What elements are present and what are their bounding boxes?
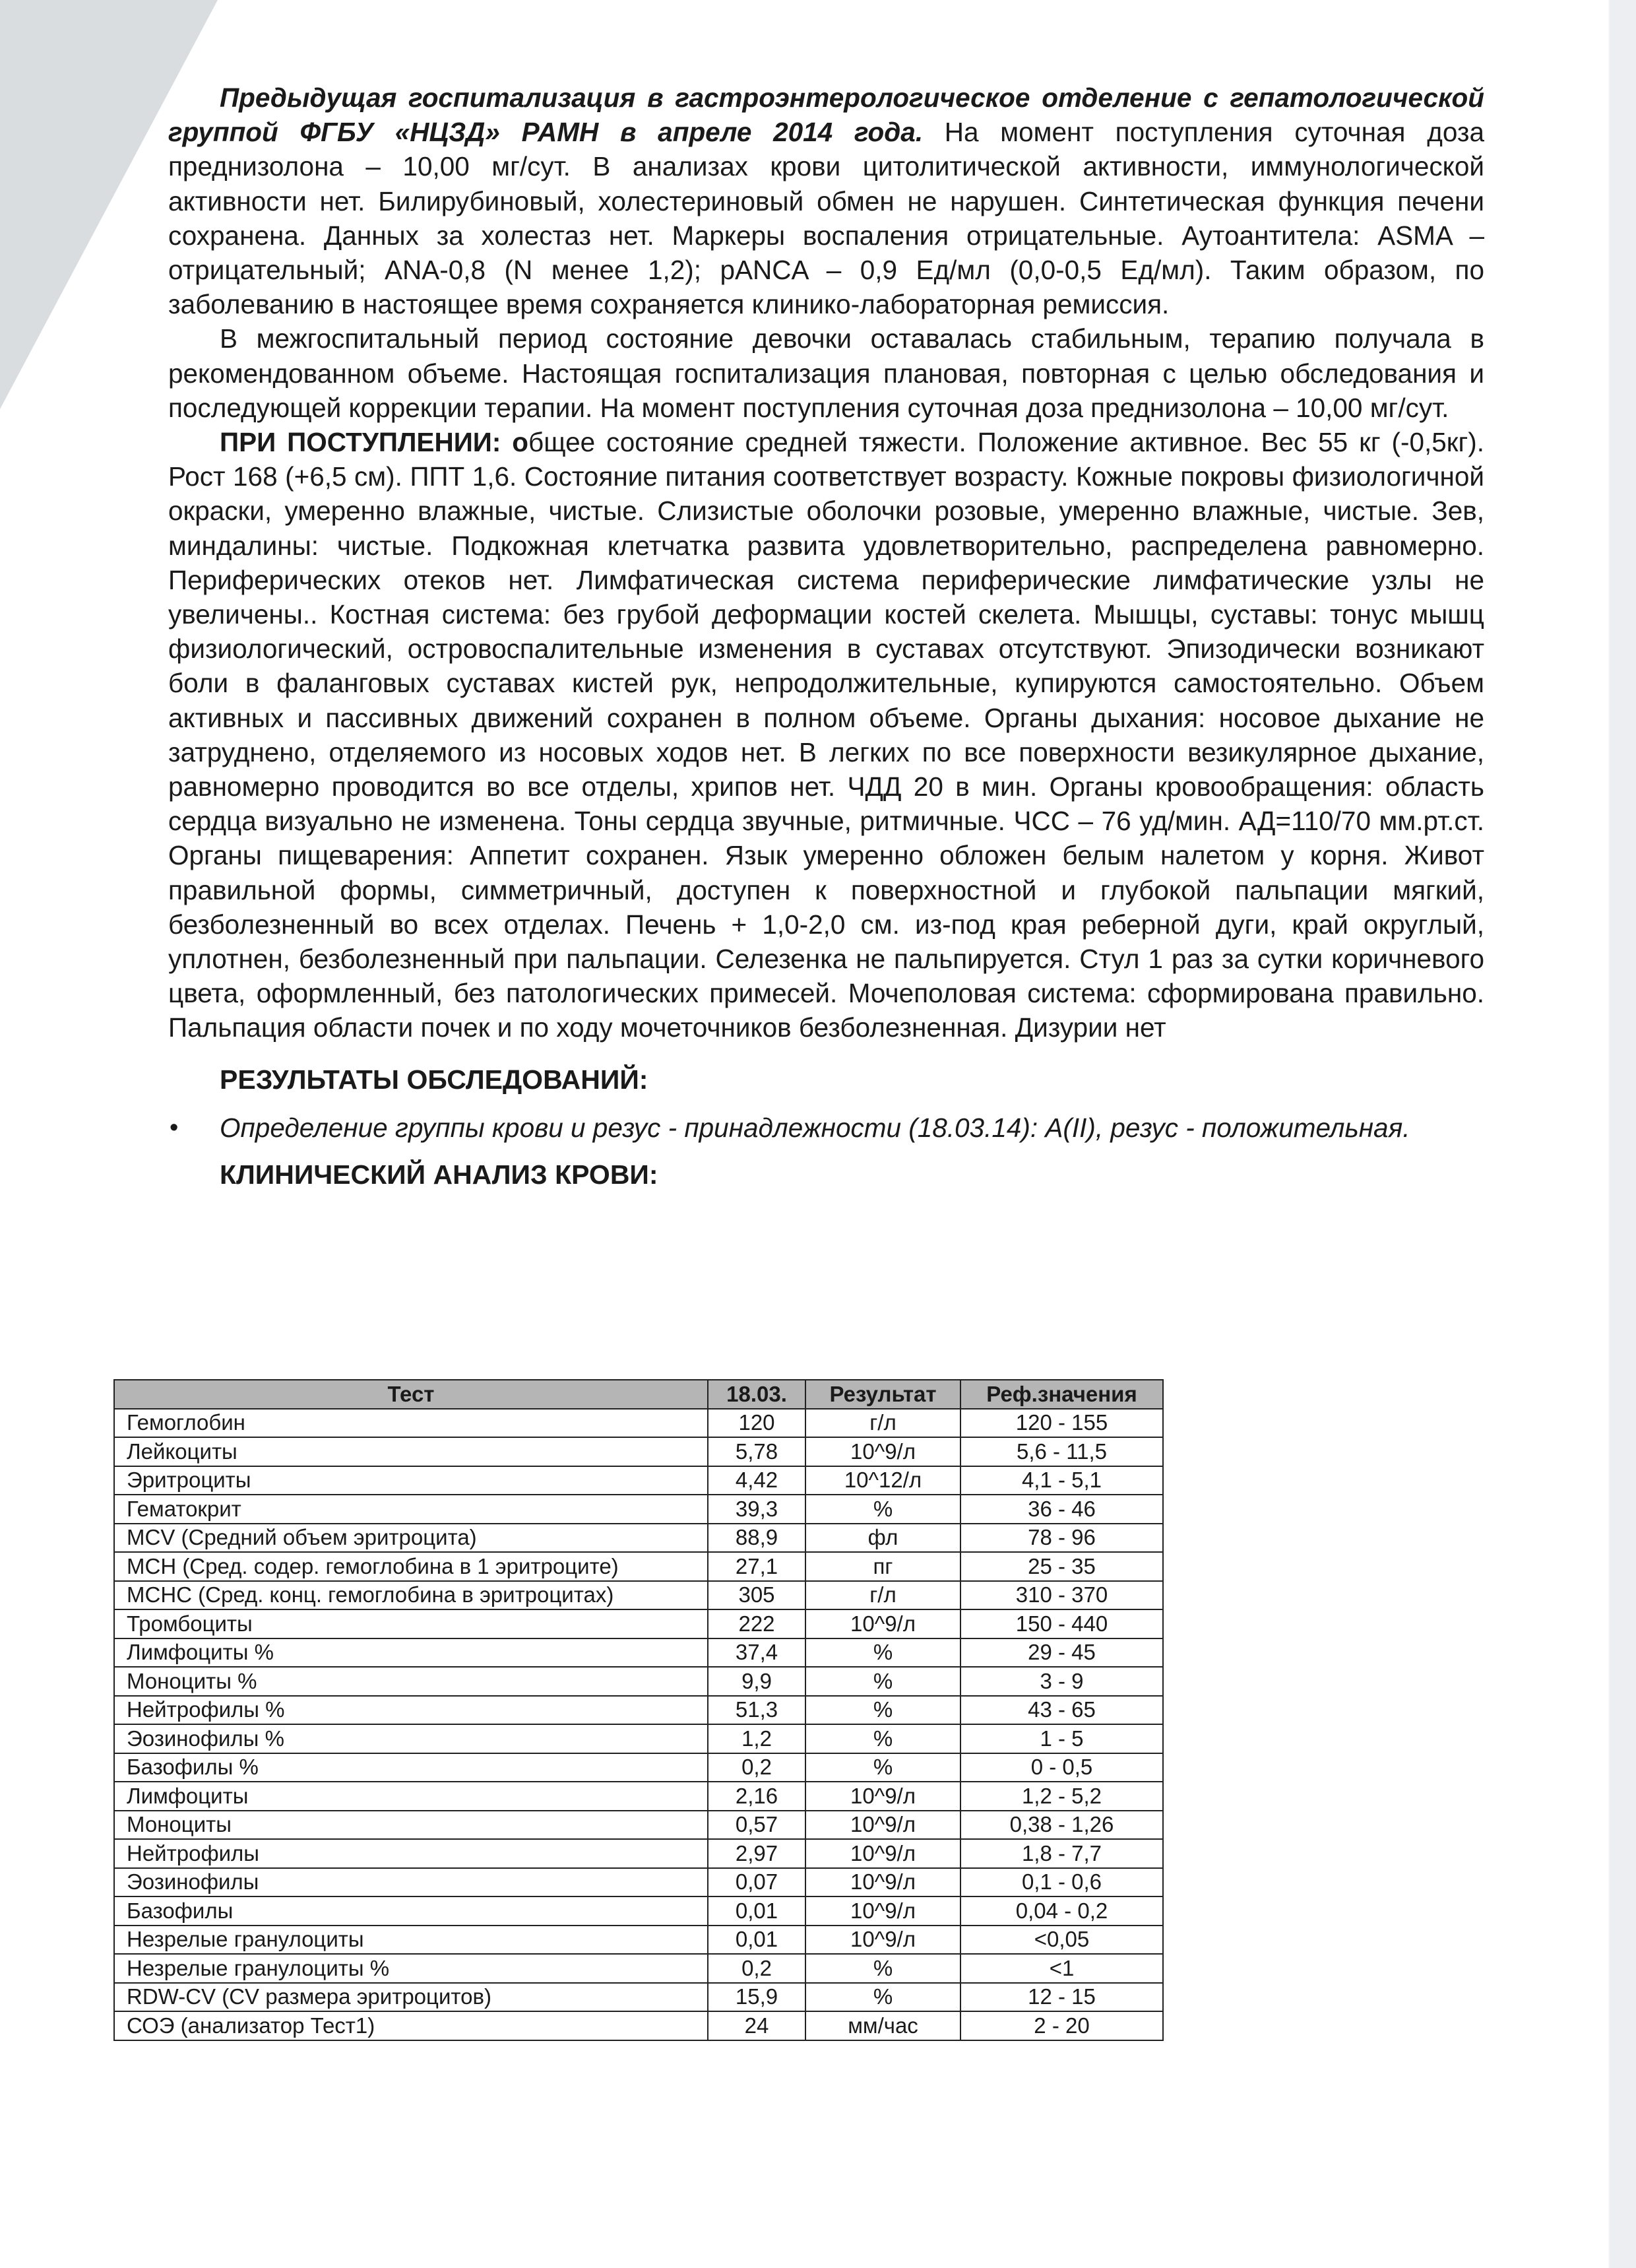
table-row — [114, 1839, 1163, 1868]
result-value-cell: 0,2 — [708, 1753, 805, 1782]
test-name-cell: Лимфоциты % — [114, 1638, 708, 1668]
result-value-cell: 51,3 — [708, 1696, 805, 1725]
result-value-cell: 9,9 — [708, 1667, 805, 1696]
unit-cell: % — [805, 1983, 960, 2012]
test-name-cell: Тромбоциты — [114, 1609, 708, 1638]
table-header-row — [114, 1380, 1163, 1409]
paragraph-text: В межгоспитальный период состояние девочки оставалась стабильным, терапию получала в рекомендованном объеме. Настоящая госпитализация плановая, повторная с целью обследования и последующей коррекции терапии. На момент поступления суточная доза преднизолона – 10,00 мг/сут. — [168, 323, 1484, 423]
unit-cell: мм/час — [805, 2011, 960, 2040]
table-row — [114, 1437, 1163, 1466]
result-value-cell: 2,16 — [708, 1782, 805, 1811]
document-body — [168, 81, 1484, 1190]
test-name-cell: RDW-CV (CV размера эритроцитов) — [114, 1983, 708, 2012]
unit-cell: 10^9/л — [805, 1811, 960, 1840]
test-name-cell: Моноциты % — [114, 1667, 708, 1696]
table-row — [114, 1983, 1163, 2012]
result-value-cell: 27,1 — [708, 1552, 805, 1581]
unit-cell: % — [805, 1753, 960, 1782]
reference-range-cell: 36 - 46 — [960, 1495, 1163, 1524]
result-value-cell: 24 — [708, 2011, 805, 2040]
reference-range-cell: 43 - 65 — [960, 1696, 1163, 1725]
table-row — [114, 1495, 1163, 1524]
result-value-cell: 4,42 — [708, 1466, 805, 1495]
table-row — [114, 1753, 1163, 1782]
unit-cell: пг — [805, 1552, 960, 1581]
table-row — [114, 1811, 1163, 1840]
unit-cell: 10^9/л — [805, 1437, 960, 1466]
test-name-cell: Нейтрофилы — [114, 1839, 708, 1868]
unit-cell: 10^12/л — [805, 1466, 960, 1495]
test-name-cell: Лейкоциты — [114, 1437, 708, 1466]
column-header-unit: Результат — [805, 1380, 960, 1409]
result-value-cell: 0,2 — [708, 1954, 805, 1983]
test-name-cell: Лимфоциты — [114, 1782, 708, 1811]
paragraph-text: На момент поступления суточная доза преднизолона – 10,00 мг/сут. В анализах крови цитолитической активности, иммунологической активности нет. Билирубиновый, холестериновый обмен не нарушен. Синтетическая функция печени сохранена. Данных за холестаз нет. Маркеры воспаления отрицательные. Аутоантитела: ASMA – отрицательный; ANA-0,8 (N менее 1,2); pANCA – 0,9 Ед/мл (0,0-0,5 Ед/мл). Таким образом, по заболеванию в настоящее время сохраняется клинико-лабораторная ремиссия. — [168, 117, 1484, 320]
unit-cell: 10^9/л — [805, 1868, 960, 1897]
reference-range-cell: 1 - 5 — [960, 1724, 1163, 1753]
test-name-cell: Эритроциты — [114, 1466, 708, 1495]
reference-range-cell: 0,1 - 0,6 — [960, 1868, 1163, 1897]
table-row — [114, 1696, 1163, 1725]
test-name-cell: Базофилы % — [114, 1753, 708, 1782]
test-name-cell: MCH (Сред. содер. гемоглобина в 1 эритроците) — [114, 1552, 708, 1581]
list-item — [168, 1111, 1484, 1144]
results-heading: РЕЗУЛЬТАТЫ ОБСЛЕДОВАНИЙ: — [220, 1064, 648, 1095]
table-row — [114, 1724, 1163, 1753]
unit-cell: 10^9/л — [805, 1926, 960, 1955]
reference-range-cell: 0 - 0,5 — [960, 1753, 1163, 1782]
paragraph-interhospital-period — [168, 321, 1484, 425]
reference-range-cell: 150 - 440 — [960, 1609, 1163, 1638]
reference-range-cell: 12 - 15 — [960, 1983, 1163, 2012]
reference-range-cell: 120 - 155 — [960, 1409, 1163, 1438]
unit-cell: фл — [805, 1524, 960, 1553]
table-row — [114, 1868, 1163, 1897]
column-header-test: Тест — [114, 1380, 708, 1409]
unit-cell: % — [805, 1495, 960, 1524]
reference-range-cell: 3 - 9 — [960, 1667, 1163, 1696]
result-value-cell: 305 — [708, 1581, 805, 1610]
table-row — [114, 1896, 1163, 1926]
table-row — [114, 1409, 1163, 1438]
blood-test-table — [113, 1379, 1164, 2041]
table-row — [114, 2011, 1163, 2040]
bullet-text: Определение группы крови и резус - принадлежности (18.03.14): A(II), резус - положительная. — [220, 1112, 1410, 1143]
paragraph-previous-hospitalization — [168, 81, 1484, 321]
result-value-cell: 0,57 — [708, 1811, 805, 1840]
result-value-cell: 222 — [708, 1609, 805, 1638]
reference-range-cell: 25 - 35 — [960, 1552, 1163, 1581]
test-name-cell: Гемоглобин — [114, 1409, 708, 1438]
reference-range-cell: 0,04 - 0,2 — [960, 1896, 1163, 1926]
scan-fold-shadow — [0, 0, 218, 409]
result-value-cell: 5,78 — [708, 1437, 805, 1466]
unit-cell: 10^9/л — [805, 1896, 960, 1926]
blood-test-heading: КЛИНИЧЕСКИЙ АНАЛИЗ КРОВИ: — [220, 1159, 658, 1190]
reference-range-cell: 2 - 20 — [960, 2011, 1163, 2040]
test-name-cell: Гематокрит — [114, 1495, 708, 1524]
table-row — [114, 1609, 1163, 1638]
test-name-cell: Нейтрофилы % — [114, 1696, 708, 1725]
unit-cell: % — [805, 1696, 960, 1725]
table-row — [114, 1926, 1163, 1955]
table-row — [114, 1638, 1163, 1668]
paragraph-admission-status — [168, 425, 1484, 1045]
column-header-reference: Реф.значения — [960, 1380, 1163, 1409]
table-row — [114, 1954, 1163, 1983]
unit-cell: 10^9/л — [805, 1609, 960, 1638]
unit-cell: г/л — [805, 1409, 960, 1438]
reference-range-cell: 0,38 - 1,26 — [960, 1811, 1163, 1840]
paragraph-lead: Предыдущая госпитализация в гастроэнтерологическое отделение с гепатологической группой ФГБУ «НЦЗД» РАМН в апреле 2014 года. — [168, 82, 1484, 148]
result-value-cell: 120 — [708, 1409, 805, 1438]
table-row — [114, 1524, 1163, 1553]
result-value-cell: 0,07 — [708, 1868, 805, 1897]
reference-range-cell: 29 - 45 — [960, 1638, 1163, 1668]
test-name-cell: MCV (Средний объем эритроцита) — [114, 1524, 708, 1553]
test-name-cell: Незрелые гранулоциты % — [114, 1954, 708, 1983]
reference-range-cell: <1 — [960, 1954, 1163, 1983]
scan-edge-strip — [1608, 0, 1636, 2268]
unit-cell: г/л — [805, 1581, 960, 1610]
reference-range-cell: 1,8 - 7,7 — [960, 1839, 1163, 1868]
result-value-cell: 15,9 — [708, 1983, 805, 2012]
reference-range-cell: 1,2 - 5,2 — [960, 1782, 1163, 1811]
column-header-date: 18.03. — [708, 1380, 805, 1409]
reference-range-cell: 5,6 - 11,5 — [960, 1437, 1163, 1466]
reference-range-cell: <0,05 — [960, 1926, 1163, 1955]
results-list — [168, 1111, 1484, 1144]
table-row — [114, 1782, 1163, 1811]
unit-cell: % — [805, 1638, 960, 1668]
result-value-cell: 88,9 — [708, 1524, 805, 1553]
result-value-cell: 2,97 — [708, 1839, 805, 1868]
table-row — [114, 1667, 1163, 1696]
unit-cell: 10^9/л — [805, 1839, 960, 1868]
table-row — [114, 1552, 1163, 1581]
result-value-cell: 0,01 — [708, 1896, 805, 1926]
test-name-cell: Моноциты — [114, 1811, 708, 1840]
paragraph-text: бщее состояние средней тяжести. Положение активное. Вес 55 кг (-0,5кг). Рост 168 (+6,5 см). ППТ 1,6. Состояние питания соответствует возрасту. Кожные покровы физиологичной окраски, умеренно влажные, чистые. Слизистые оболочки розовые, умеренно влажные, чистые. Зев, миндалины: чистые. Подкожная клетчатка развита удовлетворительно, распределена равномерно. Периферических отеков нет. Лимфатическая система периферические лимфатические узлы не увеличены.. Костная система: без грубой деформации костей скелета. Мышцы, суставы: тонус мышц физиологический, островоспалительные изменения в суставах отсутствуют. Эпизодически возникают боли в фаланговых суставах кистей рук, непродолжительные, купируются самостоятельно. Объем активных и пассивных движений сохранен в полном объеме. Органы дыхания: носовое дыхание не затруднено, отделяемого из носовых ходов нет. В легких по все поверхности везикулярное дыхание, равномерно проводится во все отделы, хрипов нет. ЧДД 20 в мин. Органы кровообращения: область сердца визуально не изменена. Тоны сердца звучные, ритмичные. ЧСС – 76 уд/мин. АД=110/70 мм.рт.ст. Органы пищеварения: Аппетит сохранен. Язык умеренно обложен белым налетом у корня. Живот правильной формы, симметричный, доступен к поверхностной и глубокой пальпации мягкий, безболезненный во всех отделах. Печень + 1,0-2,0 см. из-под края реберной дуги, край округлый, уплотнен, безболезненный при пальпации. Селезенка не пальпируется. Стул 1 раз за сутки коричневого цвета, оформленный, без патологических примесей. Мочеполовая система: сформирована правильно. Пальпация области почек и по ходу мочеточников безболезненная. Дизурии нет — [168, 427, 1484, 1043]
bullet-icon: • — [170, 1113, 179, 1142]
table-row — [114, 1466, 1163, 1495]
unit-cell: 10^9/л — [805, 1782, 960, 1811]
reference-range-cell: 4,1 - 5,1 — [960, 1466, 1163, 1495]
result-value-cell: 1,2 — [708, 1724, 805, 1753]
test-name-cell: MCHC (Сред. конц. гемоглобина в эритроцитах) — [114, 1581, 708, 1610]
paragraph-lead: ПРИ ПОСТУПЛЕНИИ: о — [220, 427, 529, 458]
test-name-cell: Незрелые гранулоциты — [114, 1926, 708, 1955]
test-name-cell: СОЭ (анализатор Тест1) — [114, 2011, 708, 2040]
table-row — [114, 1581, 1163, 1610]
unit-cell: % — [805, 1724, 960, 1753]
unit-cell: % — [805, 1667, 960, 1696]
result-value-cell: 37,4 — [708, 1638, 805, 1668]
reference-range-cell: 310 - 370 — [960, 1581, 1163, 1610]
unit-cell: % — [805, 1954, 960, 1983]
test-name-cell: Базофилы — [114, 1896, 708, 1926]
test-name-cell: Эозинофилы % — [114, 1724, 708, 1753]
result-value-cell: 39,3 — [708, 1495, 805, 1524]
test-name-cell: Эозинофилы — [114, 1868, 708, 1897]
result-value-cell: 0,01 — [708, 1926, 805, 1955]
reference-range-cell: 78 - 96 — [960, 1524, 1163, 1553]
